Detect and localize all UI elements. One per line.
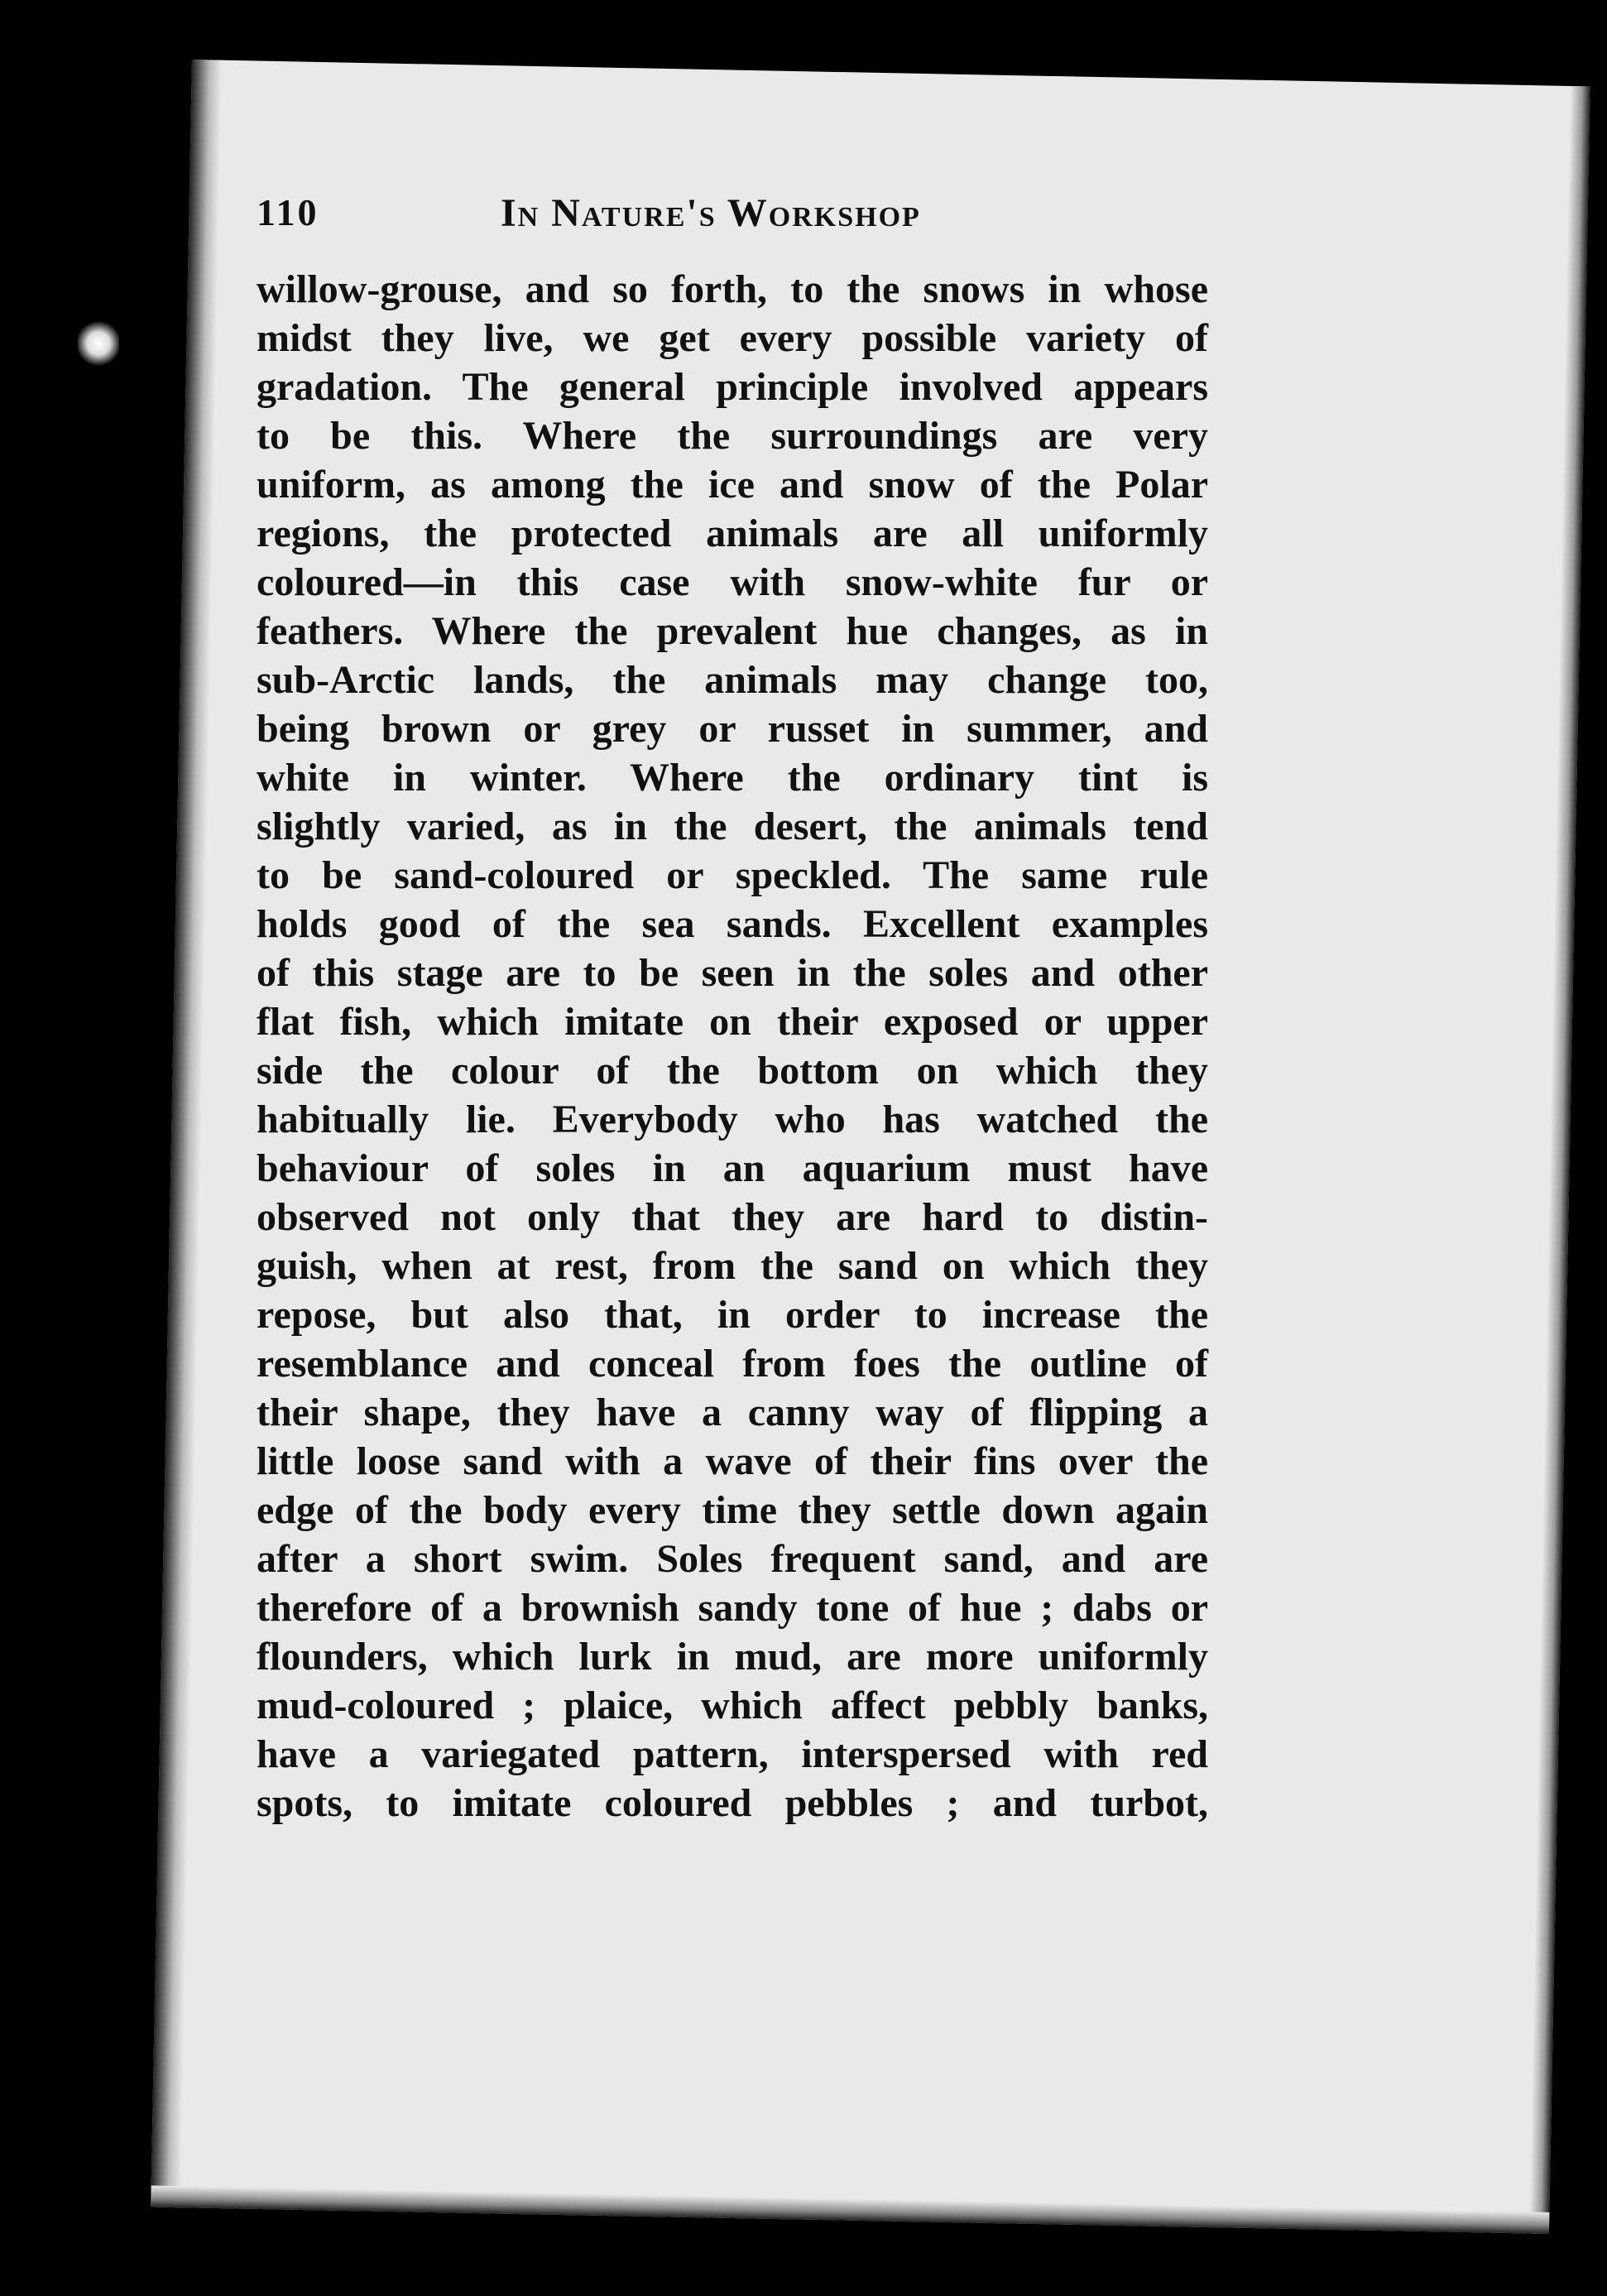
text-line: of this stage are to be seen in the soles and other [257, 951, 1208, 995]
running-head: In Nature's Workshop [501, 191, 921, 235]
scan-speck [78, 319, 119, 368]
text-line: repose, but also that, in order to increase the [257, 1293, 1208, 1337]
page-edge-left [151, 60, 222, 2207]
text-line: after a short swim. Soles frequent sand, and are [257, 1537, 1208, 1581]
text-line: edge of the body every time they settle down again [257, 1488, 1208, 1532]
text-line: holds good of the sea sands. Excellent examples [257, 902, 1208, 946]
text-line: willow-grouse, and so forth, to the snows in whose [257, 267, 1208, 311]
text-line: have a variegated pattern, interspersed with red [257, 1732, 1208, 1776]
text-line: flounders, which lurk in mud, are more uniformly [257, 1635, 1208, 1679]
text-line: coloured—in this case with snow-white fur or [257, 560, 1208, 604]
text-line: slightly varied, as in the desert, the animals tend [257, 805, 1208, 848]
text-line: being brown or grey or russet in summer, and [257, 707, 1208, 751]
text-line: midst they live, we get every possible variety of [257, 316, 1208, 360]
text-line: habitually lie. Everybody who has watched the [257, 1098, 1208, 1141]
text-line: white in winter. Where the ordinary tint is [257, 756, 1208, 800]
page-number: 110 [257, 191, 319, 233]
text-line: sub-Arctic lands, the animals may change too, [257, 658, 1208, 702]
text-line: resemblance and conceal from foes the outline of [257, 1342, 1208, 1386]
text-line: to be sand-coloured or speckled. The same rule [257, 853, 1208, 897]
text-line: uniform, as among the ice and snow of the Polar [257, 463, 1208, 507]
page-edge-right [1529, 86, 1590, 2234]
body-text [257, 265, 1208, 1828]
text-line: behaviour of soles in an aquarium must have [257, 1146, 1208, 1190]
text-line: flat fish, which imitate on their exposed or upper [257, 1000, 1208, 1044]
text-line: side the colour of the bottom on which they [257, 1049, 1208, 1093]
text-line: feathers. Where the prevalent hue changes, as in [257, 609, 1208, 653]
text-line: guish, when at rest, from the sand on which they [257, 1244, 1208, 1288]
page-edge-bottom [151, 2186, 1549, 2234]
page-header [257, 190, 1216, 257]
text-line: regions, the protected animals are all uniformly [257, 512, 1208, 555]
text-line: observed not only that they are hard to distin- [257, 1195, 1208, 1239]
text-line: to be this. Where the surroundings are very [257, 414, 1208, 458]
text-line: therefore of a brownish sandy tone of hue ; dabs or [257, 1586, 1208, 1630]
text-line: their shape, they have a canny way of flipping a [257, 1391, 1208, 1434]
text-line: mud-coloured ; plaice, which affect pebbly banks, [257, 1684, 1208, 1727]
text-line: gradation. The general principle involved appears [257, 365, 1208, 409]
text-line: little loose sand with a wave of their fins over the [257, 1439, 1208, 1483]
text-line: spots, to imitate coloured pebbles ; and turbot, [257, 1781, 1208, 1825]
